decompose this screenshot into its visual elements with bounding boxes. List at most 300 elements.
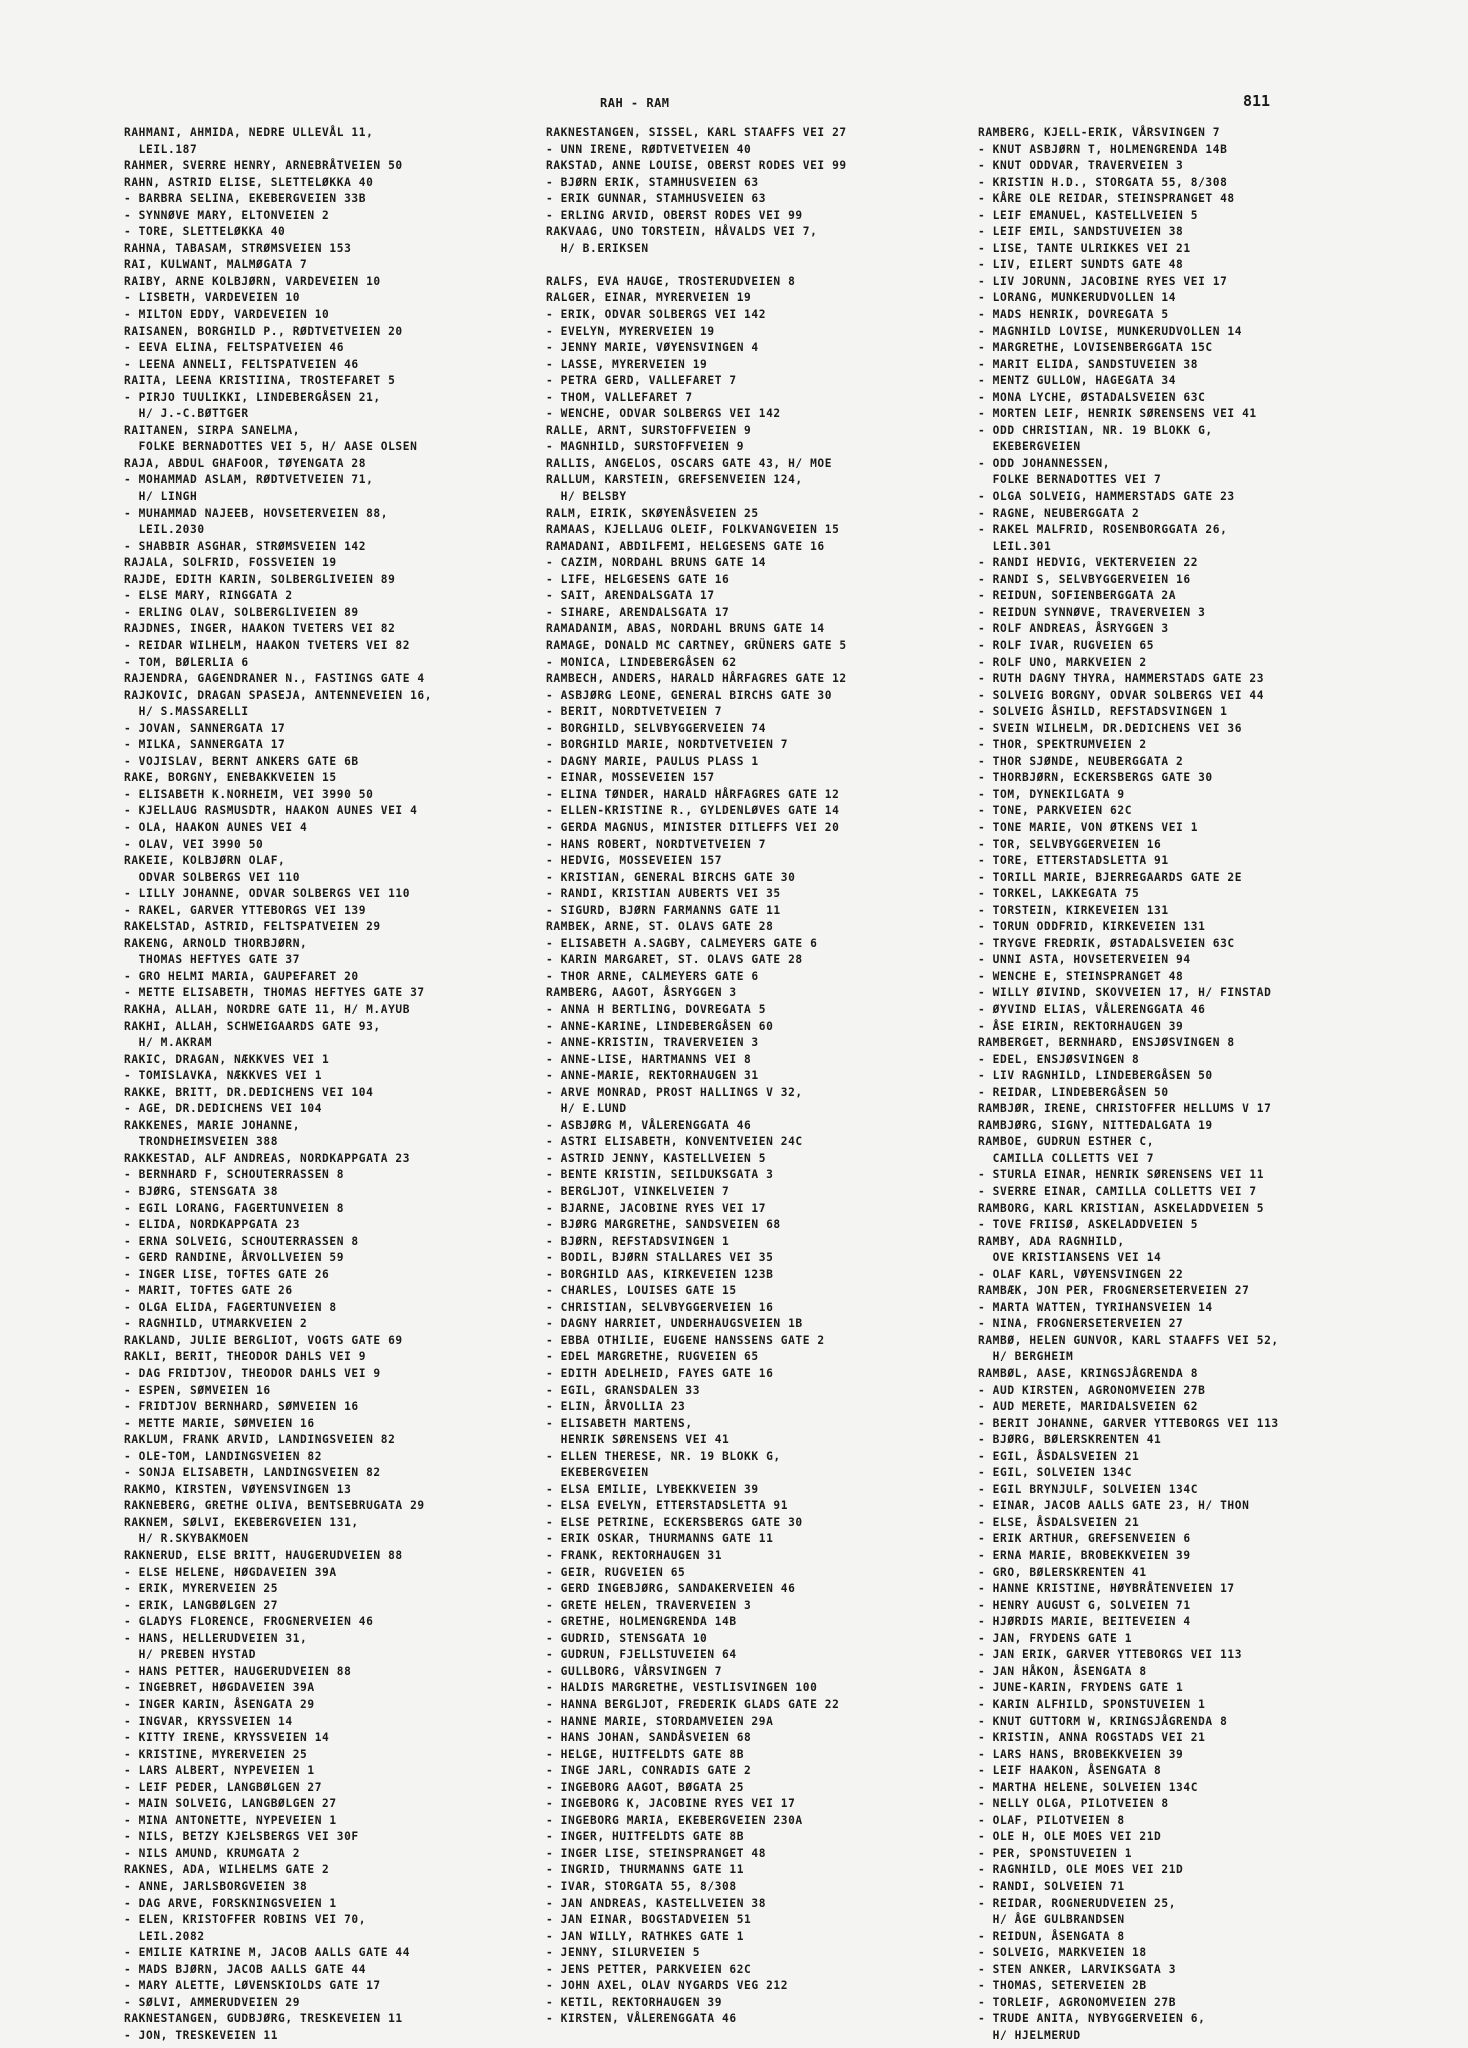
directory-entry-line: - THOR ARNE, CALMEYERS GATE 6 (546, 969, 759, 983)
directory-entry-line: - MAIN SOLVEIG, LANGBØLGEN 27 (124, 1797, 337, 1811)
directory-entry-line: - NELLY OLGA, PILOTVEIEN 8 (978, 1797, 1169, 1811)
directory-entry-line: - EGIL, GRANSDALEN 33 (546, 1383, 701, 1397)
directory-entry-line: - THORBJØRN, ECKERSBERGS GATE 30 (978, 771, 1213, 785)
directory-entry-line: - CHARLES, LOUISES GATE 15 (546, 1284, 737, 1298)
directory-entry-line: - HENRY AUGUST G, SOLVEIEN 71 (978, 1598, 1191, 1612)
directory-entry-line: - JAN, FRYDENS GATE 1 (978, 1631, 1133, 1645)
directory-entry-line: H/ ÅGE GULBRANDSEN (978, 1913, 1125, 1927)
directory-entry-line: RAKENG, ARNOLD THORBJØRN, (124, 936, 308, 950)
directory-entry-line: - RAKEL MALFRID, ROSENBORGGATA 26, (978, 523, 1228, 537)
directory-entry-line: RAKHI, ALLAH, SCHWEIGAARDS GATE 93, (124, 1019, 381, 1033)
directory-entry-line: - AUD MERETE, MARIDALSVEIEN 62 (978, 1400, 1199, 1414)
directory-entry-line: - INGE JARL, CONRADIS GATE 2 (546, 1764, 752, 1778)
directory-entry-line: RAKKESTAD, ALF ANDREAS, NORDKAPPGATA 23 (124, 1151, 411, 1165)
directory-entry-line: - SOLVEIG BORGNY, ODVAR SOLBERGS VEI 44 (978, 688, 1265, 702)
directory-entry-line: - HANS, HELLERUDVEIEN 31, (124, 1631, 308, 1645)
directory-entry-line: - JON, TRESKEVEIEN 11 (124, 2028, 279, 2042)
directory-entry-line: - STURLA EINAR, HENRIK SØRENSENS VEI 11 (978, 1168, 1265, 1182)
directory-entry-line: - ERIK ARTHUR, GREFSENVEIEN 6 (978, 1532, 1191, 1546)
directory-entry-line: RAITANEN, SIRPA SANELMA, (124, 423, 301, 437)
directory-entry-line: - TORLEIF, AGRONOMVEIEN 27B (978, 1995, 1177, 2009)
directory-entry-line: - EBBA OTHILIE, EUGENE HANSSENS GATE 2 (546, 1333, 825, 1347)
directory-entry-line: - ANNA H BERTLING, DOVREGATA 5 (546, 1002, 767, 1016)
directory-entry-line: - ASTRI ELISABETH, KONVENTVEIEN 24C (546, 1135, 803, 1149)
directory-entry-line: - SAIT, ARENDALSGATA 17 (546, 589, 715, 603)
directory-entry-line: - EVELYN, MYRERVEIEN 19 (546, 324, 715, 338)
directory-entry-line: - BERGLJOT, VINKELVEIEN 7 (546, 1185, 730, 1198)
directory-entry-line: - DAGNY HARRIET, UNDERHAUGSVEIEN 1B (546, 1317, 803, 1331)
directory-entry-line: RAMADANIM, ABAS, NORDAHL BRUNS GATE 14 (546, 622, 825, 636)
directory-entry-line: - METTE MARIE, SØMVEIEN 16 (124, 1416, 315, 1430)
directory-entry-line: RAKNESTANGEN, GUDBJØRG, TRESKEVEIEN 11 (124, 2012, 403, 2026)
directory-entry-line: OVE KRISTIANSENS VEI 14 (978, 1251, 1162, 1265)
directory-entry-line: - PIRJO TUULIKKI, LINDEBERGÅSEN 21, (124, 390, 381, 404)
directory-entry-line: - JOHN AXEL, OLAV NYGARDS VEG 212 (546, 1979, 789, 1993)
directory-entry-line: - MAGNHILD LOVISE, MUNKERUDVOLLEN 14 (978, 324, 1243, 338)
directory-entry-line: - MILTON EDDY, VARDEVEIEN 10 (124, 308, 330, 322)
directory-entry-line: - ERNA SOLVEIG, SCHOUTERRASSEN 8 (124, 1234, 359, 1248)
directory-entry-line: H/ J.-C.BØTTGER (124, 407, 249, 421)
directory-entry-line: - ÅSE EIRIN, REKTORHAUGEN 39 (978, 1019, 1184, 1033)
directory-entry-line: - RANDI, KRISTIAN AUBERTS VEI 35 (546, 887, 781, 901)
directory-entry-line: RAJDNES, INGER, HAAKON TVETERS VEI 82 (124, 622, 396, 636)
directory-entry-line: - EGIL LORANG, FAGERTUNVEIEN 8 (124, 1201, 345, 1215)
directory-entry-line: - DAG FRIDTJOV, THEODOR DAHLS VEI 9 (124, 1367, 381, 1381)
directory-entry-line: - WILLY ØIVIND, SKOVVEIEN 17, H/ FINSTAD (978, 986, 1272, 1000)
directory-entry-line: - EGIL BRYNJULF, SOLVEIEN 134C (978, 1482, 1199, 1496)
directory-entry-line: EKEBERGVEIEN (546, 1466, 649, 1480)
directory-entry-line: - HANS JOHAN, SANDÅSVEIEN 68 (546, 1731, 752, 1745)
directory-entry-line: - BJØRG, BØLERSKRENTEN 41 (978, 1433, 1162, 1447)
directory-entry-line: - KRISTIAN, GENERAL BIRCHS GATE 30 (546, 870, 796, 884)
directory-entry-line: - JOVAN, SANNERGATA 17 (124, 721, 286, 735)
directory-entry-line: - SIGURD, BJØRN FARMANNS GATE 11 (546, 903, 781, 917)
directory-entry-line: - SIHARE, ARENDALSGATA 17 (546, 605, 730, 619)
directory-entry-line: - LISBETH, VARDEVEIEN 10 (124, 291, 301, 305)
directory-entry-line: - OLGA SOLVEIG, HAMMERSTADS GATE 23 (978, 490, 1235, 504)
directory-entry-line: RAKHA, ALLAH, NORDRE GATE 11, H/ M.AYUB (124, 1002, 411, 1016)
directory-entry-line: - LIFE, HELGESENS GATE 16 (546, 572, 730, 586)
directory-entry-line: RAMBØ, HELEN GUNVOR, KARL STAAFFS VEI 52, (978, 1333, 1279, 1347)
directory-entry-line: - EINAR, MOSSEVEIEN 157 (546, 771, 715, 785)
directory-entry-line: RAKNES, ADA, WILHELMS GATE 2 (124, 1863, 330, 1877)
directory-entry-line: - TRYGVE FREDRIK, ØSTADALSVEIEN 63C (978, 936, 1235, 950)
directory-entry-line: - KRISTINE, MYRERVEIEN 25 (124, 1747, 308, 1761)
directory-entry-line: - TOM, BØLERLIA 6 (124, 655, 249, 669)
directory-entry-line: - NINA, FROGNERSETERVEIEN 27 (978, 1317, 1184, 1331)
directory-entry-line: - REIDAR, ROGNERUDVEIEN 25, (978, 1896, 1177, 1910)
directory-entry-line: FOLKE BERNADOTTES VEI 5, H/ AASE OLSEN (124, 440, 418, 454)
directory-entry-line: - SVERRE EINAR, CAMILLA COLLETTS VEI 7 (978, 1185, 1257, 1198)
directory-entry-line: - LEIF PEDER, LANGBØLGEN 27 (124, 1780, 323, 1794)
directory-entry-line: - RAGNE, NEUBERGGATA 2 (978, 506, 1140, 520)
directory-entry-line: H/ B.ERIKSEN (546, 241, 649, 255)
directory-entry-line: - SØLVI, AMMERUDVEIEN 29 (124, 1995, 301, 2009)
directory-entry-line: CAMILLA COLLETTS VEI 7 (978, 1151, 1155, 1165)
directory-entry-line: - MARIT ELIDA, SANDSTUVEIEN 38 (978, 357, 1199, 371)
directory-entry-line: - HANNA BERGLJOT, FREDERIK GLADS GATE 22 (546, 1697, 840, 1711)
directory-entry-line: H/ LINGH (124, 490, 198, 504)
directory-entry-line: - KNUT ODDVAR, TRAVERVEIEN 3 (978, 159, 1184, 173)
directory-entry-line: - INGEBORG K, JACOBINE RYES VEI 17 (546, 1797, 796, 1811)
directory-entry-line: RAKSTAD, ANNE LOUISE, OBERST RODES VEI 99 (546, 159, 847, 173)
directory-entry-line: - METTE ELISABETH, THOMAS HEFTYES GATE 37 (124, 986, 425, 1000)
directory-entry-line: - HELGE, HUITFELDTS GATE 8B (546, 1747, 745, 1761)
directory-entry-line: - TOMISLAVKA, NÆKKVES VEI 1 (124, 1069, 323, 1083)
directory-entry-line: - JUNE-KARIN, FRYDENS GATE 1 (978, 1681, 1184, 1695)
directory-entry-line: - ELLEN-KRISTINE R., GYLDENLØVES GATE 14 (546, 804, 840, 818)
directory-entry-line: - ROLF UNO, MARKVEIEN 2 (978, 655, 1147, 669)
page-number: 811 (1243, 92, 1271, 110)
directory-entry-line: - RUTH DAGNY THYRA, HAMMERSTADS GATE 23 (978, 672, 1265, 686)
directory-entry-line: - TRUDE ANITA, NYBYGGERVEIEN 6, (978, 2012, 1206, 2026)
directory-entry-line: RAMBJØR, IRENE, CHRISTOFFER HELLUMS V 17 (978, 1102, 1272, 1116)
directory-entry-line: - TORKEL, LAKKEGATA 75 (978, 887, 1140, 901)
directory-entry-line: - BJØRG MARGRETHE, SANDSVEIEN 68 (546, 1218, 781, 1232)
directory-entry-line: - KETIL, REKTORHAUGEN 39 (546, 1995, 723, 2009)
directory-entry-line: RAMAGE, DONALD MC CARTNEY, GRÜNERS GATE 5 (546, 638, 847, 652)
directory-entry-line: - KNUT ASBJØRN T, HOLMENGRENDA 14B (978, 142, 1228, 156)
directory-entry-line: RAJDE, EDITH KARIN, SOLBERGLIVEIEN 89 (124, 572, 396, 586)
directory-entry-line: - LASSE, MYRERVEIEN 19 (546, 357, 708, 371)
directory-entry-line: RAJKOVIC, DRAGAN SPASEJA, ANTENNEVEIEN 16, (124, 688, 433, 702)
directory-entry-line: - OLAF KARL, VØYENSVINGEN 22 (978, 1267, 1184, 1281)
directory-entry-line: H/ HJELMERUD (978, 2028, 1081, 2042)
directory-entry-line: - BARBRA SELINA, EKEBERGVEIEN 33B (124, 192, 367, 206)
directory-entry-line: RALLIS, ANGELOS, OSCARS GATE 43, H/ MOE (546, 456, 833, 470)
directory-entry-line: - RAKEL, GARVER YTTEBORGS VEI 139 (124, 903, 367, 917)
directory-entry-line: - GRETHE, HOLMENGRENDA 14B (546, 1615, 737, 1629)
directory-entry-line: RAKEIE, KOLBJØRN OLAF, (124, 854, 286, 868)
directory-entry-line: RALM, EIRIK, SKØYENÅSVEIEN 25 (546, 506, 759, 520)
directory-entry-line: - RANDI S, SELVBYGGERVEIEN 16 (978, 572, 1191, 586)
page-header (0, 92, 1468, 116)
directory-entry-line: RAMBERG, KJELL-ERIK, VÅRSVINGEN 7 (978, 126, 1221, 139)
directory-entry-line: - LARS HANS, BROBEKKVEIEN 39 (978, 1747, 1184, 1761)
directory-entry-line: - HALDIS MARGRETHE, VESTLISVINGEN 100 (546, 1681, 818, 1695)
directory-entry-line: H/ BELSBY (546, 490, 627, 504)
directory-entry-line: - RAGNHILD, UTMARKVEIEN 2 (124, 1317, 308, 1331)
directory-entry-line: - OLE-TOM, LANDINGSVEIEN 82 (124, 1449, 323, 1463)
directory-entry-line: RAITA, LEENA KRISTIINA, TROSTEFARET 5 (124, 374, 396, 388)
directory-entry-line: - ASTRID JENNY, KASTELLVEIEN 5 (546, 1151, 767, 1165)
directory-entry-line: - GLADYS FLORENCE, FROGNERVEIEN 46 (124, 1615, 374, 1629)
directory-entry-line: - BORGHILD, SELVBYGGERVEIEN 74 (546, 721, 767, 735)
directory-entry-line: RAMBY, ADA RAGNHILD, (978, 1234, 1125, 1248)
directory-entry-line: - GERD INGEBJØRG, SANDAKERVEIEN 46 (546, 1582, 796, 1596)
directory-entry-line: - JENNY, SILURVEIEN 5 (546, 1946, 701, 1960)
directory-entry-line: - AGE, DR.DEDICHENS VEI 104 (124, 1102, 323, 1116)
directory-entry-line: - REIDAR WILHELM, HAAKON TVETERS VEI 82 (124, 638, 411, 652)
directory-entry-line: - ANNE-MARIE, REKTORHAUGEN 31 (546, 1069, 759, 1083)
directory-entry-line: - ERIK OSKAR, THURMANNS GATE 11 (546, 1532, 774, 1546)
directory-entry-line: RAKLUM, FRANK ARVID, LANDINGSVEIEN 82 (124, 1433, 396, 1447)
directory-entry-line: - KRISTIN, ANNA ROGSTADS VEI 21 (978, 1731, 1206, 1745)
directory-entry-line: - MARIT, TOFTES GATE 26 (124, 1284, 293, 1298)
directory-entry-line: RALLUM, KARSTEIN, GREFSENVEIEN 124, (546, 473, 803, 487)
directory-entry-line: - HANS ROBERT, NORDTVETVEIEN 7 (546, 837, 767, 851)
directory-entry-line: - FRANK, REKTORHAUGEN 31 (546, 1549, 723, 1563)
directory-entry-line: - MADS BJØRN, JACOB AALLS GATE 44 (124, 1962, 367, 1976)
directory-entry-line: H/ E.LUND (546, 1102, 627, 1116)
directory-entry-line: RAKNEM, SØLVI, EKEBERGVEIEN 131, (124, 1515, 359, 1529)
directory-entry-line: - KJELLAUG RASMUSDTR, HAAKON AUNES VEI 4 (124, 804, 418, 818)
directory-entry-line: - GERD RANDINE, ÅRVOLLVEIEN 59 (124, 1251, 345, 1265)
directory-entry-line: - ANNE-KRISTIN, TRAVERVEIEN 3 (546, 1036, 759, 1050)
directory-entry-line: - DAG ARVE, FORSKNINGSVEIEN 1 (124, 1896, 337, 1910)
directory-entry-line: - JAN ERIK, GARVER YTTEBORGS VEI 113 (978, 1648, 1243, 1662)
directory-entry-line: RALLE, ARNT, SURSTOFFVEIEN 9 (546, 423, 752, 437)
directory-entry-line: RAHN, ASTRID ELISE, SLETTELØKKA 40 (124, 175, 374, 189)
directory-entry-line: - EDEL, ENSJØSVINGEN 8 (978, 1052, 1140, 1066)
directory-entry-line: RAKLAND, JULIE BERGLIOT, VOGTS GATE 69 (124, 1333, 403, 1347)
directory-entry-line: - MILKA, SANNERGATA 17 (124, 738, 286, 752)
directory-entry-line: H/ R.SKYBAKMOEN (124, 1532, 249, 1546)
directory-entry-line: - OLGA ELIDA, FAGERTUNVEIEN 8 (124, 1300, 337, 1314)
directory-entry-line: - LEIF EMIL, SANDSTUVEIEN 38 (978, 225, 1184, 239)
directory-entry-line: RAIBY, ARNE KOLBJØRN, VARDEVEIEN 10 (124, 274, 381, 288)
directory-entry-line: - TOVE FRIISØ, ASKELADDVEIEN 5 (978, 1218, 1199, 1232)
directory-entry-line: - ELSE HELENE, HØGDAVEIEN 39A (124, 1565, 337, 1579)
directory-entry-line: - ELSE, ÅSDALSVEIEN 21 (978, 1515, 1140, 1529)
directory-entry-line: - GERDA MAGNUS, MINISTER DITLEFFS VEI 20 (546, 820, 840, 834)
directory-entry-line: - LILLY JOHANNE, ODVAR SOLBERGS VEI 110 (124, 887, 411, 901)
directory-entry-line: - TORUN ODDFRID, KIRKEVEIEN 131 (978, 920, 1206, 934)
directory-entry-line: - MOHAMMAD ASLAM, RØDTVETVEIEN 71, (124, 473, 374, 487)
directory-entry-line: - HANS PETTER, HAUGERUDVEIEN 88 (124, 1664, 352, 1678)
directory-entry-line: RAKELSTAD, ASTRID, FELTSPATVEIEN 29 (124, 920, 381, 934)
directory-entry-line: - TORSTEIN, KIRKEVEIEN 131 (978, 903, 1169, 917)
directory-entry-line: - ODD CHRISTIAN, NR. 19 BLOKK G, (978, 423, 1213, 437)
directory-entry-line: RAKKENES, MARIE JOHANNE, (124, 1118, 301, 1132)
directory-entry-line: - OLE H, OLE MOES VEI 21D (978, 1830, 1162, 1844)
directory-entry-line: - SVEIN WILHELM, DR.DEDICHENS VEI 36 (978, 721, 1243, 735)
directory-entry-line: - GEIR, RUGVEIEN 65 (546, 1565, 686, 1579)
directory-entry-line: RAMBEK, ARNE, ST. OLAVS GATE 28 (546, 920, 774, 934)
directory-entry-line: RAHNA, TABASAM, STRØMSVEIEN 153 (124, 241, 352, 255)
directory-entry-line: - LIV, EILERT SUNDTS GATE 48 (978, 258, 1184, 272)
directory-entry-line: - LIV JORUNN, JACOBINE RYES VEI 17 (978, 274, 1228, 288)
directory-entry-line: - ERIK, ODVAR SOLBERGS VEI 142 (546, 308, 767, 322)
directory-entry-line: - MAGNHILD, SURSTOFFVEIEN 9 (546, 440, 745, 454)
directory-entry-line: - INGEBORG AAGOT, BØGATA 25 (546, 1780, 745, 1794)
directory-entry-line: - HANNE KRISTINE, HØYBRÅTENVEIEN 17 (978, 1582, 1235, 1596)
directory-entry-line: RAKNEBERG, GRETHE OLIVA, BENTSEBRUGATA 29 (124, 1499, 425, 1513)
directory-entry-line: - KRISTIN H.D., STORGATA 55, 8/308 (978, 175, 1228, 189)
directory-entry-line: HENRIK SØRENSENS VEI 41 (546, 1433, 730, 1447)
directory-entry-line: - KITTY IRENE, KRYSSVEIEN 14 (124, 1731, 330, 1745)
directory-entry-line: RAKMO, KIRSTEN, VØYENSVINGEN 13 (124, 1482, 352, 1496)
directory-entry-line: - WENCHE E, STEINSPRANGET 48 (978, 969, 1184, 983)
directory-entry-line: - REIDUN, SOFIENBERGGATA 2A (978, 589, 1177, 603)
directory-entry-line: - ERLING OLAV, SOLBERGLIVEIEN 89 (124, 605, 359, 619)
directory-entry-line: - ELSA EMILIE, LYBEKKVEIEN 39 (546, 1482, 759, 1496)
directory-entry-line: - LARS ALBERT, NYPEVEIEN 1 (124, 1764, 315, 1778)
directory-entry-line: - JENNY MARIE, VØYENSVINGEN 4 (546, 341, 759, 355)
directory-entry-line: LEIL.301 (978, 539, 1052, 553)
directory-entry-line: - ELISABETH MARTENS, (546, 1416, 693, 1430)
directory-entry-line: - UNNI ASTA, HOVSETERVEIEN 94 (978, 953, 1191, 967)
directory-entry-line: - ERNA MARIE, BROBEKKVEIEN 39 (978, 1549, 1191, 1563)
directory-entry-line: EKEBERGVEIEN (978, 440, 1081, 454)
directory-entry-line: - INGRID, THURMANNS GATE 11 (546, 1863, 745, 1877)
directory-column-3 (978, 125, 1418, 2044)
directory-entry-line: - SONJA ELISABETH, LANDINGSVEIEN 82 (124, 1466, 381, 1480)
directory-entry-line: - MENTZ GULLOW, HAGEGATA 34 (978, 374, 1177, 388)
directory-entry-line: FOLKE BERNADOTTES VEI 7 (978, 473, 1162, 487)
directory-entry-line: - REIDAR, LINDEBERGÅSEN 50 (978, 1085, 1169, 1099)
directory-entry-line: RAKIC, DRAGAN, NÆKKVES VEI 1 (124, 1052, 330, 1066)
directory-entry-line: - ASBJØRG M, VÅLERENGGATA 46 (546, 1118, 752, 1132)
directory-entry-line: - BORGHILD MARIE, NORDTVETVEIEN 7 (546, 738, 789, 752)
directory-entry-line: RAMBORG, KARL KRISTIAN, ASKELADDVEIEN 5 (978, 1201, 1265, 1215)
directory-entry-line: - ROLF ANDREAS, ÅSRYGGEN 3 (978, 622, 1169, 636)
directory-entry-line: - MARGRETHE, LOVISENBERGGATA 15C (978, 341, 1213, 355)
directory-entry-line: - SYNNØVE MARY, ELTONVEIEN 2 (124, 208, 330, 222)
directory-entry-line: - DAGNY MARIE, PAULUS PLASS 1 (546, 754, 759, 768)
directory-entry-line: RAJA, ABDUL GHAFOOR, TØYENGATA 28 (124, 456, 367, 470)
directory-entry-line: H/ PREBEN HYSTAD (124, 1648, 257, 1662)
directory-entry-line: RAMBØL, AASE, KRINGSJÅGRENDA 8 (978, 1367, 1199, 1381)
directory-entry-line: - BJØRN ERIK, STAMHUSVEIEN 63 (546, 175, 759, 189)
directory-entry-line: - JAN EINAR, BOGSTADVEIEN 51 (546, 1913, 752, 1927)
directory-entry-line: - NILS AMUND, KRUMGATA 2 (124, 1846, 301, 1860)
directory-entry-line: - EGIL, ÅSDALSVEIEN 21 (978, 1449, 1140, 1463)
directory-entry-line: - CHRISTIAN, SELVBYGGERVEIEN 16 (546, 1300, 774, 1314)
directory-entry-line: - ELINA TØNDER, HARALD HÅRFAGRES GATE 12 (546, 787, 840, 801)
directory-entry-line: - AUD KIRSTEN, AGRONOMVEIEN 27B (978, 1383, 1206, 1397)
directory-entry-line: - KNUT GUTTORM W, KRINGSJÅGRENDA 8 (978, 1714, 1228, 1728)
directory-entry-line: - TONE, PARKVEIEN 62C (978, 804, 1133, 818)
directory-entry-line: - ERLING ARVID, OBERST RODES VEI 99 (546, 208, 803, 222)
directory-entry-line: - RANDI HEDVIG, VEKTERVEIEN 22 (978, 556, 1199, 570)
directory-entry-line: - GULLBORG, VÅRSVINGEN 7 (546, 1664, 723, 1678)
directory-entry-line: - LORANG, MUNKERUDVOLLEN 14 (978, 291, 1177, 305)
directory-entry-line: - EDITH ADELHEID, FAYES GATE 16 (546, 1367, 774, 1381)
directory-entry-line: - JAN ANDREAS, KASTELLVEIEN 38 (546, 1896, 767, 1910)
directory-entry-line: - ERIK, LANGBØLGEN 27 (124, 1598, 279, 1612)
directory-entry-line: - ØYVIND ELIAS, VÅLERENGGATA 46 (978, 1002, 1206, 1016)
directory-entry-line: - MUHAMMAD NAJEEB, HOVSETERVEIEN 88, (124, 506, 389, 520)
directory-entry-line: H/ S.MASSARELLI (124, 705, 249, 719)
directory-entry-line: LEIL.187 (124, 142, 198, 156)
directory-entry-line: - MARTA WATTEN, TYRIHANSVEIEN 14 (978, 1300, 1213, 1314)
directory-entry-line: LEIL.2030 (124, 523, 205, 537)
directory-entry-line: - ANNE-KARINE, LINDEBERGÅSEN 60 (546, 1019, 774, 1033)
directory-entry-line: - MARY ALETTE, LØVENSKIOLDS GATE 17 (124, 1979, 381, 1993)
directory-entry-line: - OLAF, PILOTVEIEN 8 (978, 1813, 1125, 1827)
directory-entry-line: - IVAR, STORGATA 55, 8/308 (546, 1879, 737, 1893)
directory-entry-line: - ASBJØRG LEONE, GENERAL BIRCHS GATE 30 (546, 688, 833, 702)
directory-entry-line: - OLAV, VEI 3990 50 (124, 837, 264, 851)
directory-entry-line: - BJØRG, STENSGATA 38 (124, 1185, 279, 1198)
directory-entry-line: - GRO, BØLERSKRENTEN 41 (978, 1565, 1147, 1579)
directory-entry-line: - HJØRDIS MARIE, BEITEVEIEN 4 (978, 1615, 1191, 1629)
directory-entry-line: RAKNERUD, ELSE BRITT, HAUGERUDVEIEN 88 (124, 1549, 403, 1563)
directory-entry-line: - SOLVEIG ÅSHILD, REFSTADSVINGEN 1 (978, 705, 1228, 719)
directory-entry-line: TRONDHEIMSVEIEN 388 (124, 1135, 279, 1149)
directory-entry-line: - INGER LISE, STEINSPRANGET 48 (546, 1846, 767, 1860)
directory-entry-line: - JENS PETTER, PARKVEIEN 62C (546, 1962, 752, 1976)
directory-entry-line: - MINA ANTONETTE, NYPEVEIEN 1 (124, 1813, 337, 1827)
directory-entry-line: - BJØRN, REFSTADSVINGEN 1 (546, 1234, 730, 1248)
directory-entry-line: - BERIT JOHANNE, GARVER YTTEBORGS VEI 113 (978, 1416, 1279, 1430)
directory-entry-line: - LEIF HAAKON, ÅSENGATA 8 (978, 1764, 1162, 1778)
directory-entry-line: RAMBOE, GUDRUN ESTHER C, (978, 1135, 1155, 1149)
directory-entry-line: RAKNESTANGEN, SISSEL, KARL STAAFFS VEI 27 (546, 126, 847, 139)
directory-entry-line: - SOLVEIG, MARKVEIEN 18 (978, 1946, 1147, 1960)
directory-entry-line: RAMBECH, ANDERS, HARALD HÅRFAGRES GATE 12 (546, 672, 847, 686)
directory-entry-line: - INGER LISE, TOFTES GATE 26 (124, 1267, 330, 1281)
directory-entry-line: THOMAS HEFTYES GATE 37 (124, 953, 301, 967)
directory-entry-line: - GRETE HELEN, TRAVERVEIEN 3 (546, 1598, 752, 1612)
directory-entry-line: - ELISABETH K.NORHEIM, VEI 3990 50 (124, 787, 374, 801)
directory-entry-line: RALGER, EINAR, MYRERVEIEN 19 (546, 291, 752, 305)
directory-entry-line: - TORILL MARIE, BJERREGAARDS GATE 2E (978, 870, 1243, 884)
directory-entry-line: - ELSE MARY, RINGGATA 2 (124, 589, 293, 603)
directory-entry-line: H/ BERGHEIM (978, 1350, 1074, 1364)
directory-column-1 (124, 125, 564, 2044)
directory-entry-line: - JAN HÅKON, ÅSENGATA 8 (978, 1664, 1147, 1678)
directory-entry-line: - THOR, SPEKTRUMVEIEN 2 (978, 738, 1147, 752)
directory-entry-line: H/ M.AKRAM (124, 1036, 213, 1050)
directory-entry-line: LEIL.2082 (124, 1929, 205, 1943)
directory-entry-line: - MONICA, LINDEBERGÅSEN 62 (546, 655, 737, 669)
directory-entry-line: RAISANEN, BORGHILD P., RØDTVETVEIEN 20 (124, 324, 403, 338)
directory-entry-line: - KIRSTEN, VÅLERENGGATA 46 (546, 2012, 737, 2026)
directory-entry-line: - LIV RAGNHILD, LINDEBERGÅSEN 50 (978, 1069, 1213, 1083)
directory-column-2 (546, 125, 986, 2028)
directory-entry-line: - GUDRID, STENSGATA 10 (546, 1631, 708, 1645)
directory-entry-line: - BENTE KRISTIN, SEILDUKSGATA 3 (546, 1168, 774, 1182)
directory-entry-line: - ANNE, JARLSBORGVEIEN 38 (124, 1879, 308, 1893)
directory-entry-line: - LISE, TANTE ULRIKKES VEI 21 (978, 241, 1191, 255)
directory-entry-line: - EMILIE KATRINE M, JACOB AALLS GATE 44 (124, 1946, 411, 1960)
directory-entry-line: RAMBJØRG, SIGNY, NITTEDALGATA 19 (978, 1118, 1213, 1132)
directory-entry-line: - GRO HELMI MARIA, GAUPEFARET 20 (124, 969, 359, 983)
directory-entry-line: RAMBERGET, BERNHARD, ENSJØSVINGEN 8 (978, 1036, 1235, 1050)
directory-entry-line: - JAN WILLY, RATHKES GATE 1 (546, 1929, 745, 1943)
directory-entry-line: - BERIT, NORDTVETVEIEN 7 (546, 705, 723, 719)
directory-entry-line: - ODD JOHANNESSEN, (978, 456, 1111, 470)
directory-entry-line: - ELIDA, NORDKAPPGATA 23 (124, 1218, 301, 1232)
directory-entry-line: - ANNE-LISE, HARTMANNS VEI 8 (546, 1052, 752, 1066)
directory-entry-line: - ROLF IVAR, RUGVEIEN 65 (978, 638, 1155, 652)
directory-entry-line: - TORE, SLETTELØKKA 40 (124, 225, 286, 239)
directory-entry-line: - STEN ANKER, LARVIKSGATA 3 (978, 1962, 1177, 1976)
directory-entry-line: - HANNE MARIE, STORDAMVEIEN 29A (546, 1714, 774, 1728)
directory-entry-line: - ESPEN, SØMVEIEN 16 (124, 1383, 271, 1397)
directory-entry-line: RAKKE, BRITT, DR.DEDICHENS VEI 104 (124, 1085, 374, 1099)
directory-entry-line: - KARIN ALFHILD, SPONSTUVEIEN 1 (978, 1697, 1206, 1711)
directory-entry-line: - INGER KARIN, ÅSENGATA 29 (124, 1697, 315, 1711)
directory-entry-line: - CAZIM, NORDAHL BRUNS GATE 14 (546, 556, 767, 570)
directory-entry-line: - TONE MARIE, VON ØTKENS VEI 1 (978, 820, 1199, 834)
directory-entry-line: - HEDVIG, MOSSEVEIEN 157 (546, 854, 723, 868)
directory-entry-line: RAHMANI, AHMIDA, NEDRE ULLEVÅL 11, (124, 126, 374, 139)
directory-entry-line: - TOR, SELVBYGGERVEIEN 16 (978, 837, 1162, 851)
directory-entry-line (546, 257, 986, 274)
directory-entry-line: - WENCHE, ODVAR SOLBERGS VEI 142 (546, 407, 781, 421)
directory-entry-line: - ERIK, MYRERVEIEN 25 (124, 1582, 279, 1596)
directory-entry-line: - MORTEN LEIF, HENRIK SØRENSENS VEI 41 (978, 407, 1257, 421)
directory-entry-line: - BERNHARD F, SCHOUTERRASSEN 8 (124, 1168, 345, 1182)
directory-entry-line: - EINAR, JACOB AALLS GATE 23, H/ THON (978, 1499, 1250, 1513)
directory-entry-line: - GUDRUN, FJELLSTUVEIEN 64 (546, 1648, 737, 1662)
directory-entry-line: - TOM, DYNEKILGATA 9 (978, 787, 1125, 801)
directory-entry-line: RALFS, EVA HAUGE, TROSTERUDVEIEN 8 (546, 274, 796, 288)
directory-entry-line: - KARIN MARGARET, ST. OLAVS GATE 28 (546, 953, 803, 967)
